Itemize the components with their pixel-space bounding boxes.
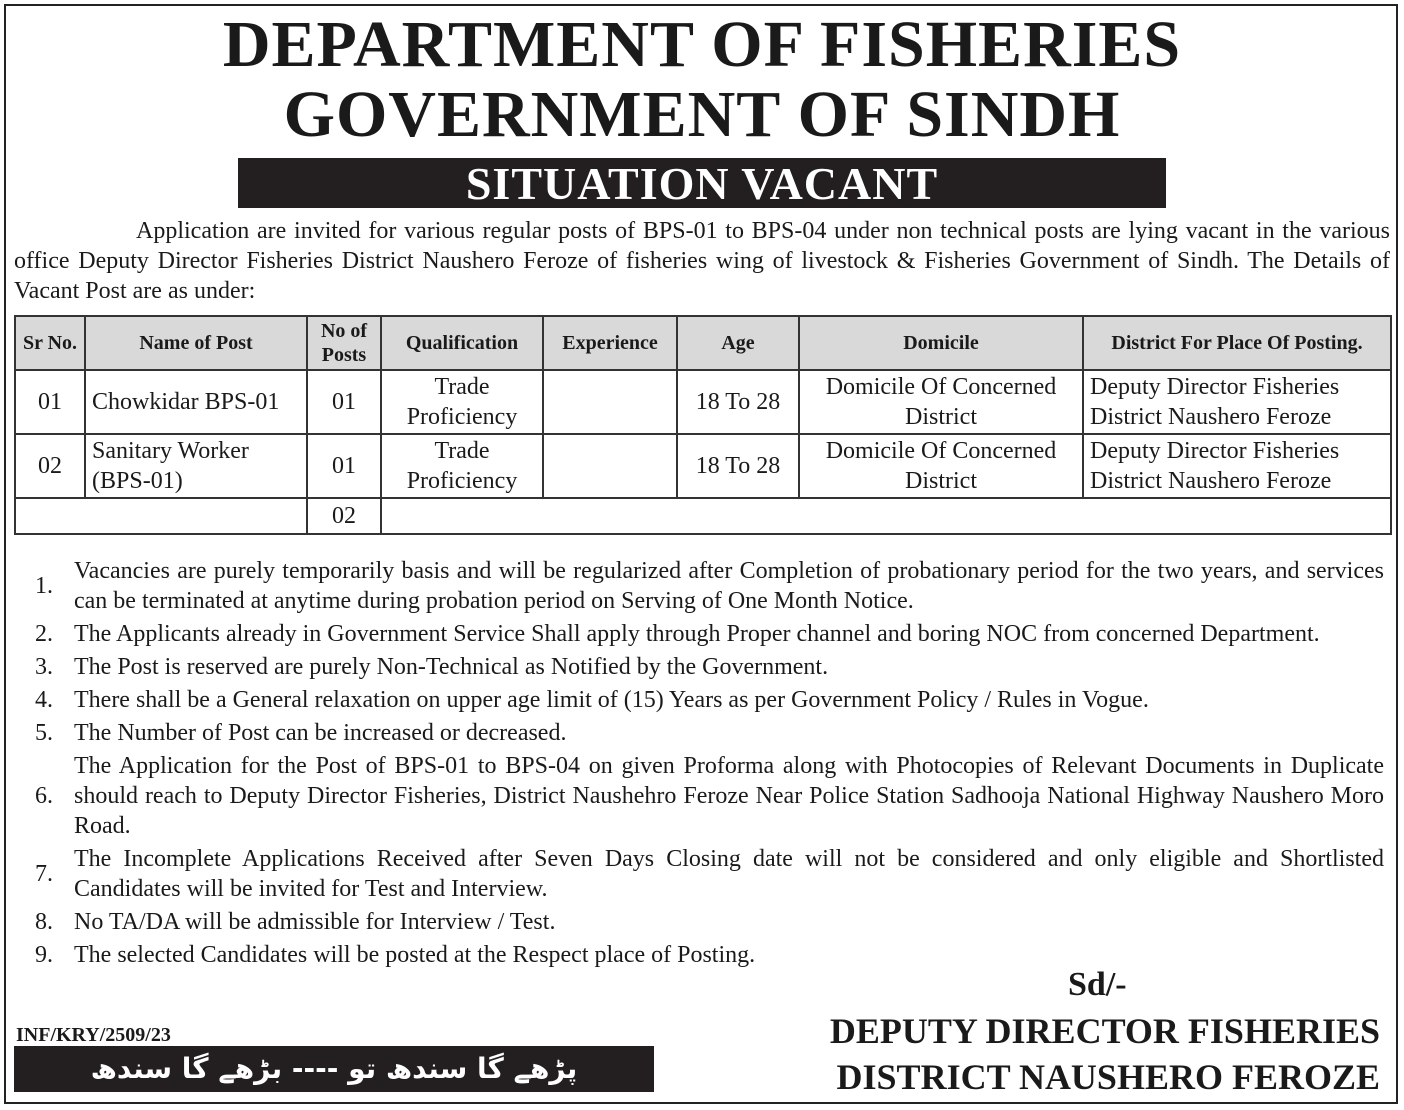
header-experience: Experience — [543, 316, 677, 370]
item-number: 8. — [35, 909, 53, 935]
header-qualification: Qualification — [381, 316, 543, 370]
item-number: 3. — [35, 654, 53, 680]
department-title: DEPARTMENT OF FISHERIES — [222, 8, 1182, 81]
cell-sr: 02 — [15, 434, 85, 498]
table-header-row — [15, 316, 1391, 370]
item-text: The Incomplete Applications Received after Seven Days Closing date will not be considered and only eligible and Shortlisted Candidates will be invited for Test and Interview. — [74, 846, 1384, 902]
header-count: No of Posts — [307, 316, 381, 370]
item-number: 6. — [35, 783, 53, 809]
table-total-row — [15, 498, 1391, 534]
header-domicile: Domicile — [799, 316, 1083, 370]
header-post: Name of Post — [85, 316, 307, 370]
table-row — [15, 370, 1391, 434]
item-text: There shall be a General relaxation on upper age limit of (15) Years as per Government Policy / Rules in Vogue. — [74, 687, 1149, 713]
cell-domicile: Domicile Of Concerned District — [799, 434, 1083, 498]
signatory-district: DISTRICT NAUSHERO FEROZE — [836, 1057, 1380, 1097]
item-text: The Application for the Post of BPS-01 to BPS-04 on given Proforma along with Photocopies of Relevant Documents in Duplicate should reach to Deputy Director Fisheries, District Naushehro Feroze Near Police Station Sadhooja National Highway Naushero Moro Road. — [74, 753, 1384, 839]
header-age: Age — [677, 316, 799, 370]
situation-vacant-banner: SITUATION VACANT — [238, 158, 1166, 208]
cell-experience — [543, 370, 677, 434]
list-item — [14, 652, 1384, 682]
cell-post: Chowkidar BPS-01 — [85, 370, 307, 434]
cell-sr: 01 — [15, 370, 85, 434]
cell-age: 18 To 28 — [677, 434, 799, 498]
cell-qualification: Trade Proficiency — [381, 370, 543, 434]
government-title: GOVERNMENT OF SINDH — [283, 78, 1121, 151]
list-item — [14, 556, 1384, 616]
cell-experience — [543, 434, 677, 498]
item-number: 7. — [35, 861, 53, 887]
list-item — [14, 907, 1384, 937]
urdu-slogan-banner: پڑھے گا سندھ تو ---- بڑھے گا سندھ — [14, 1046, 654, 1092]
list-item — [14, 619, 1384, 649]
reference-number: INF/KRY/2509/23 — [16, 1024, 171, 1046]
item-text: The Applicants already in Government Service Shall apply through Proper channel and boring NOC from concerned Department. — [74, 621, 1320, 647]
cell-district: Deputy Director Fisheries District Naushero Feroze — [1083, 434, 1391, 498]
cell-domicile: Domicile Of Concerned District — [799, 370, 1083, 434]
item-number: 5. — [35, 720, 53, 746]
cell-count: 01 — [307, 434, 381, 498]
item-number: 9. — [35, 942, 53, 968]
item-number: 1. — [35, 573, 53, 599]
list-item — [14, 685, 1384, 715]
header-district: District For Place Of Posting. — [1083, 316, 1391, 370]
vacancy-table — [14, 315, 1392, 535]
header-sr: Sr No. — [15, 316, 85, 370]
list-item — [14, 844, 1384, 904]
item-number: 2. — [35, 621, 53, 647]
item-text: No TA/DA will be admissible for Interview / Test. — [74, 909, 556, 935]
signatory-title: DEPUTY DIRECTOR FISHERIES — [829, 1011, 1380, 1051]
list-item — [14, 940, 1384, 970]
list-item — [14, 718, 1384, 748]
cell-district: Deputy Director Fisheries District Naushero Feroze — [1083, 370, 1391, 434]
total-blank-cell — [381, 498, 1391, 534]
intro-text: Application are invited for various regular posts of BPS-01 to BPS-04 under non technical posts are lying vacant in the various office Deputy Director Fisheries District Naushero Feroze of fisheries wing of livestock & Fisheries Government of Sindh. The Details of Vacant Post are as under: — [14, 218, 1390, 304]
cell-age: 18 To 28 — [677, 370, 799, 434]
cell-count: 01 — [307, 370, 381, 434]
cell-qualification: Trade Proficiency — [381, 434, 543, 498]
item-text: The Post is reserved are purely Non-Technical as Notified by the Government. — [74, 654, 829, 680]
total-count: 02 — [307, 498, 381, 534]
list-item — [14, 751, 1384, 841]
table-row — [15, 434, 1391, 498]
terms-list — [14, 556, 1384, 973]
signature-mark: Sd/- — [1068, 966, 1127, 1003]
item-number: 4. — [35, 687, 53, 713]
item-text: Vacancies are purely temporarily basis and will be regularized after Completion of probationary period for the two years, and services can be terminated at anytime during probation period on Serving of One Month Notice. — [74, 558, 1384, 614]
item-text: The Number of Post can be increased or decreased. — [74, 720, 567, 746]
item-text: The selected Candidates will be posted at the Respect place of Posting. — [74, 942, 756, 968]
total-label-cell — [15, 498, 307, 534]
cell-post: Sanitary Worker (BPS-01) — [85, 434, 307, 498]
intro-paragraph — [14, 216, 1390, 306]
